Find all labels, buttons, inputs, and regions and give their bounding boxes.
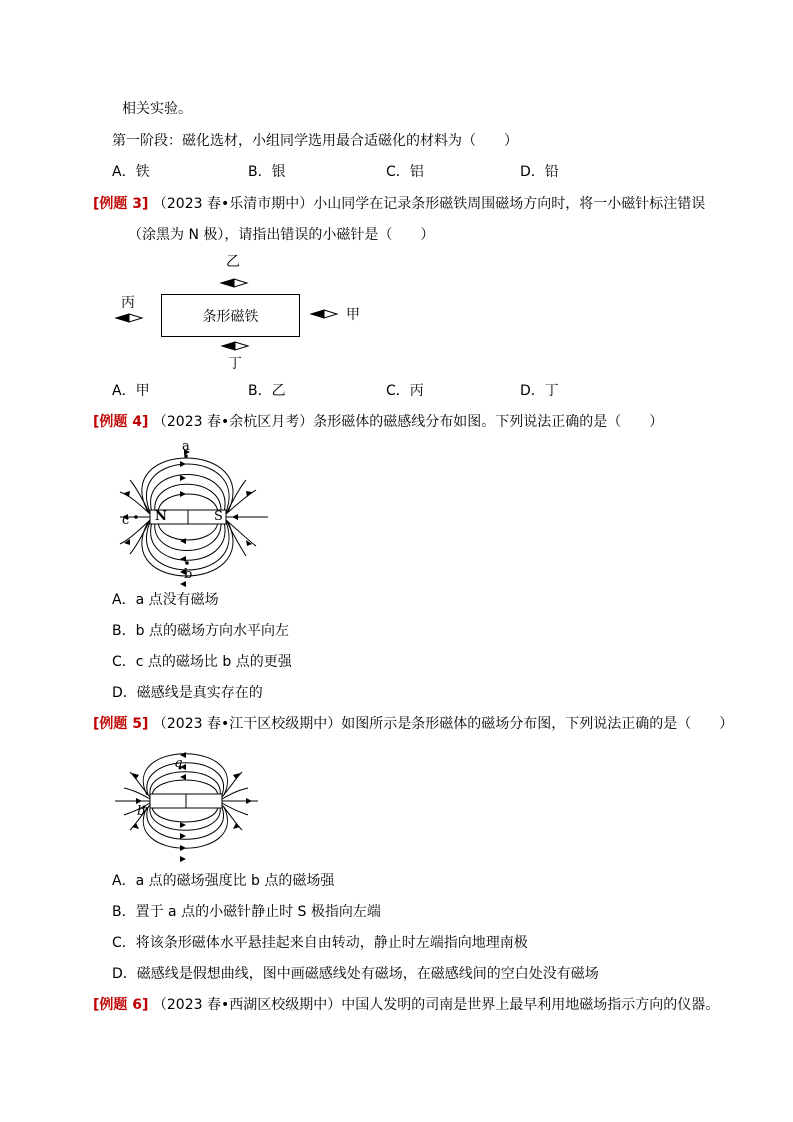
example-3-option-d: D．丁 xyxy=(520,383,559,399)
stage1-option-a: A．铁 xyxy=(112,164,150,180)
fig1-pole-n: N xyxy=(155,509,167,524)
needle-label-right: 甲 xyxy=(346,307,360,323)
needle-label-top: 乙 xyxy=(226,254,240,270)
needle-label-left: 丙 xyxy=(121,295,135,311)
example-5-option-d: D．磁感线是假想曲线，图中画磁感线处有磁场，在磁感线间的空白处没有磁场 xyxy=(112,966,599,982)
example-4-option-d: D．磁感线是真实存在的 xyxy=(112,685,263,701)
fig2-point-a: a xyxy=(175,756,183,771)
example-4-option-a: A．a 点没有磁场 xyxy=(112,592,219,608)
example-5-source: （2023 春•江干区校级期中） xyxy=(152,716,342,732)
example-3-option-c: C．丙 xyxy=(386,383,424,399)
example-6-text: 中国人发明的司南是世界上最早利用地磁场指示方向的仪器。 xyxy=(341,997,720,1013)
needle-label-bottom: 丁 xyxy=(228,356,242,372)
example-5-option-b: B．置于 a 点的小磁针静止时 S 极指向左端 xyxy=(112,904,381,920)
fig1-pole-s: S xyxy=(214,509,223,524)
example-6-label: [例题 6] xyxy=(93,997,149,1013)
example-4-source: （2023 春•余杭区月考） xyxy=(152,414,314,430)
example-3-label: [例题 3] xyxy=(93,196,149,212)
intro-text: 相关实验。 xyxy=(122,101,192,117)
example-4-option-c: C．c 点的磁场比 b 点的更强 xyxy=(112,654,292,670)
bar-magnet-label: 条形磁铁 xyxy=(202,308,259,325)
example-6-source: （2023 春•西湖区校级期中） xyxy=(152,997,342,1013)
example-3-text1: 小山同学在记录条形磁铁周围磁场方向时，将一小磁针标注错误 xyxy=(313,196,706,212)
example-3-option-b: B．乙 xyxy=(248,383,286,399)
example-4-text: 条形磁体的磁感线分布如图。下列说法正确的是（ ） xyxy=(313,414,664,430)
fig1-point-c: c xyxy=(122,513,130,528)
stage1-question: 第一阶段：磁化选材，小组同学选用最合适磁化的材料为（ ） xyxy=(112,133,518,149)
example-5-label: [例题 5] xyxy=(93,716,149,732)
stage1-option-c: C．铝 xyxy=(386,164,424,180)
example-3-source: （2023 春•乐清市期中） xyxy=(152,196,314,212)
stage1-option-b: B．银 xyxy=(248,164,286,180)
example-4-label: [例题 4] xyxy=(93,414,149,430)
fig1-point-a: a xyxy=(182,439,190,454)
example-3-option-a: A．甲 xyxy=(112,383,150,399)
example-5-option-c: C．将该条形磁体水平悬挂起来自由转动，静止时左端指向地理南极 xyxy=(112,935,528,951)
fig2-point-b: b xyxy=(137,804,146,819)
example-3-text2: （涂黑为 N 极），请指出错误的小磁针是（ ） xyxy=(128,227,435,243)
example-5-option-a: A．a 点的磁场强度比 b 点的磁场强 xyxy=(112,873,335,889)
stage1-option-d: D．铅 xyxy=(520,164,559,180)
example-4-option-b: B．b 点的磁场方向水平向左 xyxy=(112,623,289,639)
fig1-point-b: b xyxy=(184,567,193,582)
example-6-line xyxy=(93,996,719,1014)
example-5-text: 如图所示是条形磁体的磁场分布图，下列说法正确的是（ ） xyxy=(341,716,734,732)
